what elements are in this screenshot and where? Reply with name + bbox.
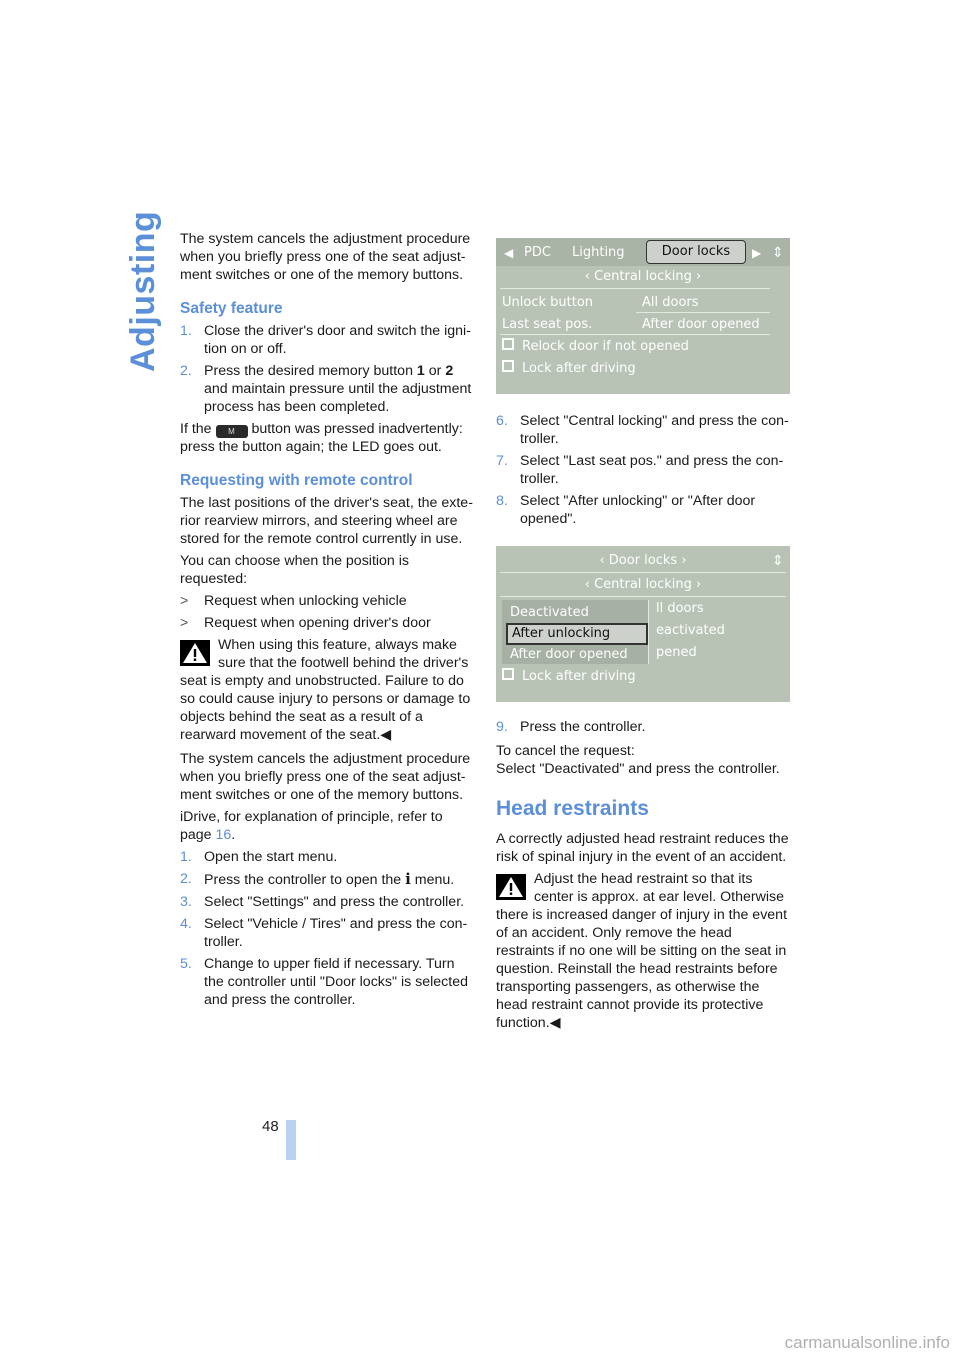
list-item — [496, 718, 792, 736]
divider — [636, 312, 770, 313]
footer-watermark: carmanualsonline.info — [784, 1333, 950, 1352]
step-text: Select "Central locking" and press the controller. — [520, 413, 789, 447]
list-item — [180, 955, 474, 1009]
step-text: Select "After unlocking" or "After door opened". — [520, 493, 756, 527]
idrive-reference — [180, 808, 474, 844]
tab-bar — [496, 238, 790, 266]
info-menu-icon: i — [405, 870, 411, 888]
warning-triangle-icon — [180, 640, 210, 666]
menu-last-seat-pos[interactable]: Last seat pos. — [502, 317, 593, 332]
step-number: 9. — [496, 719, 508, 735]
list-item — [496, 492, 792, 528]
step-number: 6. — [496, 413, 508, 429]
head-restraints-paragraph: A correctly adjusted head restraint reduces the risk of spinal injury in the event of an accident. — [496, 831, 789, 865]
central-locking-header[interactable]: ‹ Central locking › — [584, 577, 702, 592]
tab-door-locks[interactable]: Door locks — [646, 240, 746, 264]
step-number: 2. — [180, 363, 192, 379]
behind-text: ll doors — [656, 601, 704, 616]
remote-paragraph-2: You can choose when the position is requested: — [180, 553, 410, 587]
checkbox-label: Lock after driving — [522, 361, 636, 376]
step-number: 7. — [496, 453, 508, 469]
step-number: 1. — [180, 323, 192, 339]
left-column — [180, 230, 474, 1013]
text: If the — [180, 421, 216, 437]
menu-unlock-button[interactable]: Unlock button — [502, 295, 594, 310]
bullet-text: Request when opening driver's door — [204, 615, 431, 631]
step-number: 4. — [180, 916, 192, 932]
checkbox-icon — [502, 668, 514, 680]
step-number: 8. — [496, 493, 508, 509]
intro-paragraph: The system cancels the adjustment procedure when you briefly press one of the seat adjustment switches or one of the memory buttons. — [180, 231, 471, 283]
idrive-screen-central-locking — [496, 546, 790, 702]
checkbox-icon — [502, 338, 514, 350]
scroll-arrows-icon: ⇕ — [772, 245, 784, 261]
option-all-doors[interactable]: All doors — [642, 295, 699, 310]
central-locking-header[interactable]: ‹ Central locking › — [584, 269, 702, 284]
step-text: Press the controller to open the — [204, 872, 406, 888]
behind-text: eactivated — [656, 623, 725, 638]
option-deactivated[interactable]: Deactivated — [510, 605, 589, 620]
step-text: Change to upper field if necessary. Turn the controller until "Door locks" is selected and press the controller. — [204, 956, 468, 1008]
divider — [500, 572, 786, 573]
cancel-line-2: Select "Deactivated" and press the controller. — [496, 761, 780, 777]
text: iDrive, for explanation of principle, refer to page — [180, 809, 443, 843]
door-locks-header[interactable]: ‹ Door locks › — [599, 553, 687, 568]
memory-button-2: 2 — [445, 363, 454, 379]
page-marker-bar — [286, 1120, 296, 1160]
list-item — [496, 412, 792, 448]
remote-paragraph-1: The last positions of the driver's seat, the exterior rearview mirrors, and steering wheel are stored for the remote control currently in use. — [180, 495, 473, 547]
list-item — [180, 614, 474, 632]
behind-text: pened — [656, 645, 697, 660]
list-item — [180, 848, 474, 866]
request-options — [180, 592, 474, 632]
divider — [500, 288, 770, 289]
option-after-door-opened[interactable]: After door opened — [642, 317, 760, 332]
cancel-paragraph: The system cancels the adjustment procedure when you briefly press one of the seat adjustment switches or one of the memory buttons. — [180, 751, 471, 803]
section-title: Adjusting — [124, 210, 162, 372]
list-item — [180, 915, 474, 951]
idrive-screen-door-locks — [496, 238, 790, 394]
checkbox-label: Relock door if not opened — [522, 339, 689, 354]
step-number: 2. — [180, 871, 192, 887]
page-number: 48 — [262, 1118, 279, 1135]
head-restraint-warning — [496, 870, 792, 1032]
bullet-mark: > — [180, 615, 189, 631]
tab-lighting[interactable]: Lighting — [572, 245, 625, 260]
list-item — [180, 893, 474, 911]
option-after-unlocking-selected[interactable] — [506, 623, 648, 645]
page-link[interactable]: 16 — [215, 827, 232, 843]
checkbox-icon — [502, 360, 514, 372]
divider — [500, 334, 770, 335]
step-number: 5. — [180, 956, 192, 972]
step-number: 1. — [180, 849, 192, 865]
memory-button-1: 1 — [416, 363, 425, 379]
option-label: After unlocking — [512, 626, 611, 641]
idrive-steps — [180, 848, 474, 1009]
step-text: Close the driver's door and switch the ignition on or off. — [204, 323, 471, 357]
warning-triangle-icon — [496, 874, 526, 900]
steps-6-8 — [496, 412, 792, 528]
bullet-text: Request when unlocking vehicle — [204, 593, 407, 609]
head-restraints-heading: Head restraints — [496, 797, 649, 820]
step-text: Select "Vehicle / Tires" and press the controller. — [204, 916, 468, 950]
inadvertent-paragraph — [180, 420, 474, 456]
divider — [500, 596, 786, 597]
text: button was pressed inadvertently: press the button again; the LED goes out. — [180, 421, 463, 455]
step-text: Press the controller. — [520, 719, 646, 735]
checkbox-relock-door[interactable] — [502, 338, 689, 356]
tab-pdc[interactable]: PDC — [524, 245, 551, 260]
step-text: Select "Last seat pos." and press the controller. — [520, 453, 784, 487]
list-item — [180, 592, 474, 610]
option-after-door-opened[interactable]: After door opened — [510, 647, 628, 662]
seat-warning — [180, 636, 474, 744]
steps-9 — [496, 718, 792, 736]
checkbox-lock-after-driving[interactable] — [502, 668, 636, 686]
cancel-line-1: To cancel the request: — [496, 743, 635, 759]
right-column — [496, 238, 792, 1036]
warning-text: When using this feature, always make sure that the footwell behind the driver's seat is empty and unobstructed. Failure to do so could cause injury to persons or damage to objects behind the seat as a result of a rearward movement of the seat.◀ — [180, 637, 471, 743]
bullet-mark: > — [180, 593, 189, 609]
list-item — [180, 870, 474, 889]
step-text: or — [424, 363, 446, 379]
scroll-arrows-icon: ⇕ — [772, 553, 784, 569]
warning-text: Adjust the head restraint so that its center is approx. at ear level. Otherwise there is increased danger of injury in the event of an accident. Only remove the head restraints if no one will be sitting on the seat in question. Reinstall the head restraints before transporting passengers, as otherwise the head restraint cannot provide its protective function.◀ — [496, 871, 788, 1031]
checkbox-lock-after-driving[interactable] — [502, 360, 636, 378]
arrow-left-icon: ◀ — [504, 246, 514, 260]
memory-m-button-icon: M — [216, 425, 248, 438]
arrow-right-icon: ▶ — [752, 246, 762, 260]
text: . — [231, 827, 236, 843]
step-number: 3. — [180, 894, 192, 910]
step-text: Select "Settings" and press the controller. — [204, 894, 465, 910]
remote-heading: Requesting with remote control — [180, 472, 413, 489]
step-text: Press the desired memory button — [204, 363, 417, 379]
safety-steps — [180, 322, 474, 416]
list-item — [180, 362, 474, 416]
list-item — [496, 452, 792, 488]
checkbox-label: Lock after driving — [522, 669, 636, 684]
step-text: Open the start menu. — [204, 849, 338, 865]
step-text: menu. — [410, 872, 455, 888]
list-item — [180, 322, 474, 358]
safety-heading: Safety feature — [180, 300, 283, 317]
step-text: and maintain pressure until the adjustment process has been completed. — [204, 381, 472, 415]
